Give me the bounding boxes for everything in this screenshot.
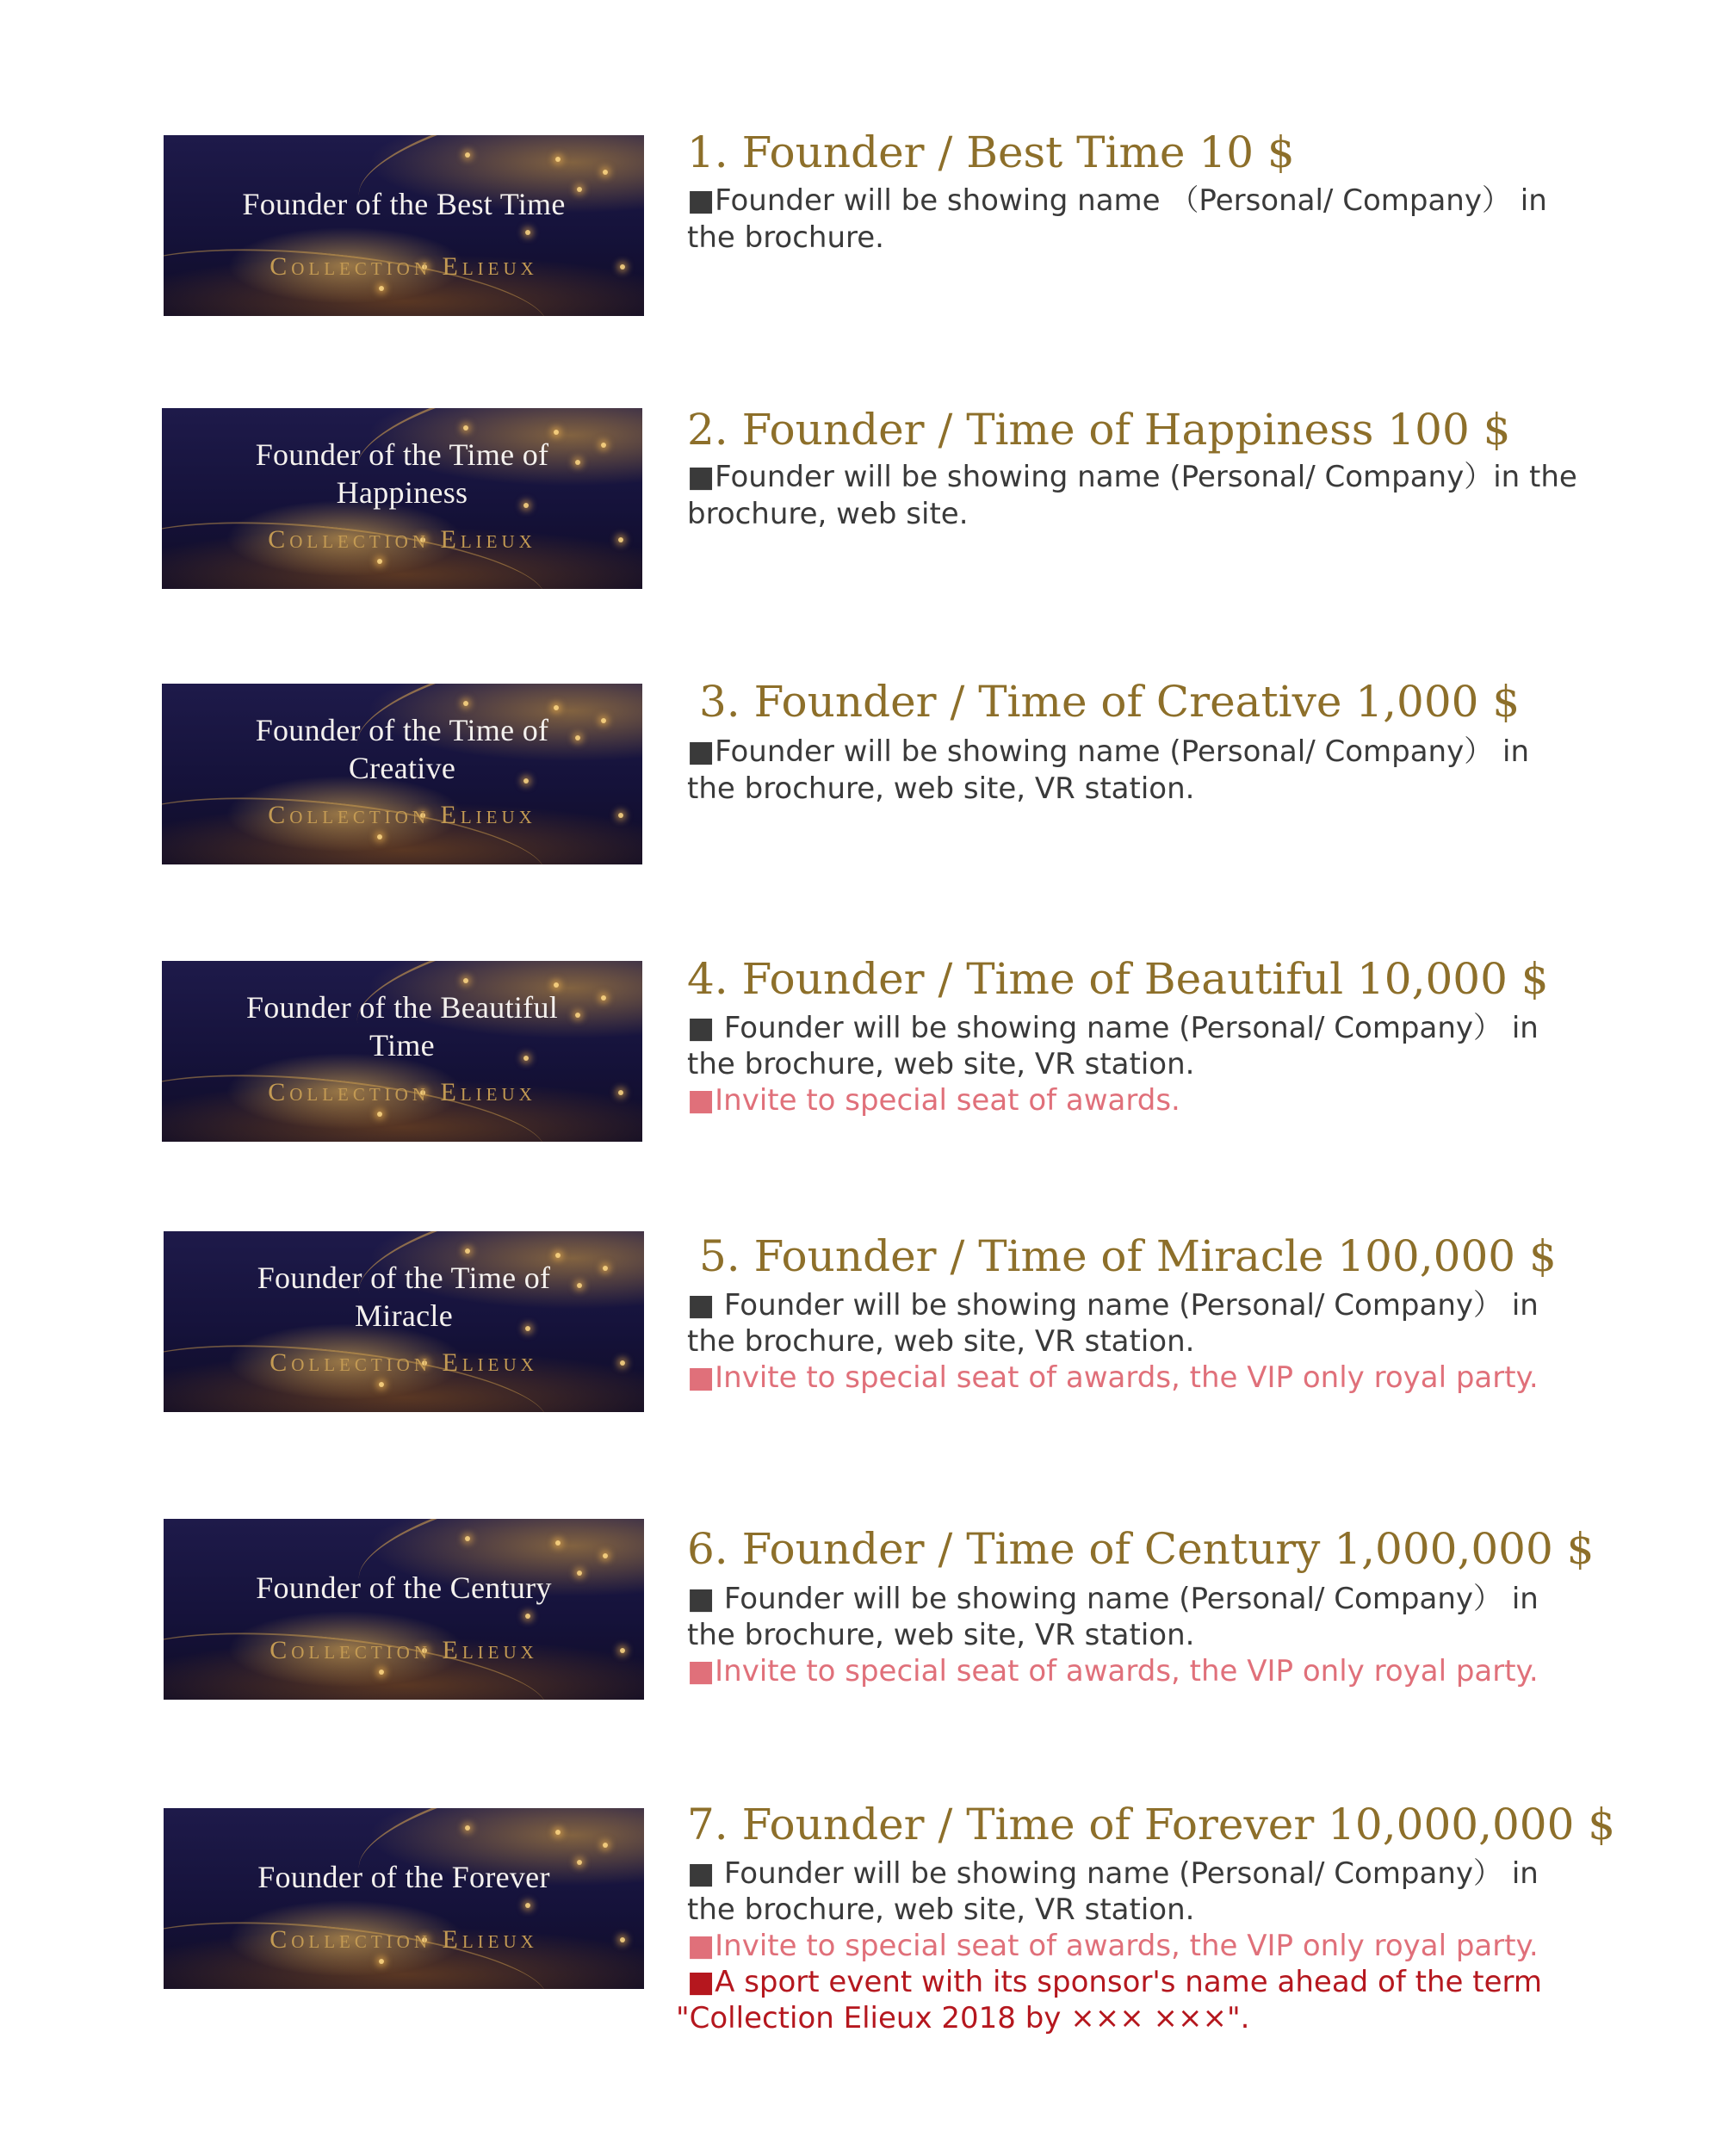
- benefit-description: brochure, web site.: [687, 497, 969, 531]
- sparkle-decoration: [554, 705, 559, 710]
- banner-title: Founder of the Time of: [255, 437, 549, 472]
- founder-banner-image: [162, 408, 642, 589]
- banner-brand-logo: Collection Elieux: [269, 1925, 538, 1954]
- sparkle-decoration: [465, 1536, 470, 1541]
- banner-title: Founder of the Best Time: [242, 187, 566, 221]
- banner-title: Miracle: [354, 1298, 454, 1333]
- benefit-description: the brochure.: [687, 220, 884, 255]
- benefit-description: ■Founder will be showing name (Personal/ Company） in: [687, 734, 1530, 769]
- benefit-highlight: ■A sport event with its sponsor's name ahead of the term: [687, 1965, 1542, 1999]
- banner-title: Founder of the Beautiful: [245, 990, 559, 1025]
- sparkle-decoration: [465, 152, 470, 158]
- tier-heading: 7. Founder / Time of Forever 10,000,000 $: [687, 1800, 1616, 1849]
- sparkle-decoration: [379, 1670, 384, 1675]
- benefit-highlight: ■Invite to special seat of awards, the VIP only royal party.: [687, 1360, 1539, 1395]
- sparkle-decoration: [465, 1248, 470, 1254]
- benefit-description: the brochure, web site, VR station.: [687, 1047, 1195, 1081]
- sparkle-decoration: [555, 1253, 561, 1258]
- sparkle-decoration: [555, 1540, 561, 1546]
- banner-brand-logo: Collection Elieux: [268, 801, 536, 829]
- sparkle-decoration: [377, 834, 382, 839]
- sparkle-decoration: [379, 286, 384, 291]
- tier-heading: 1. Founder / Best Time 10 $: [687, 127, 1295, 177]
- sparkle-decoration: [555, 157, 561, 162]
- founder-banner-image: [162, 684, 642, 864]
- benefit-description: ■ Founder will be showing name (Personal/ Company） in: [687, 1011, 1539, 1045]
- banner-brand-logo: Collection Elieux: [269, 1636, 538, 1664]
- banner-brand-logo: Collection Elieux: [268, 525, 536, 554]
- benefit-description: ■ Founder will be showing name (Personal/ Company） in: [687, 1582, 1539, 1616]
- sparkle-decoration: [377, 1112, 382, 1117]
- sparkle-decoration: [379, 1959, 384, 1964]
- sparkle-decoration: [465, 1825, 470, 1831]
- sparkle-decoration: [603, 170, 608, 175]
- banner-title: Time: [369, 1028, 435, 1063]
- sparkle-decoration: [554, 430, 559, 435]
- benefit-highlight: ■Invite to special seat of awards.: [687, 1083, 1180, 1118]
- sparkle-decoration: [377, 559, 382, 564]
- benefit-highlight: ■Invite to special seat of awards, the VIP only royal party.: [687, 1929, 1539, 1963]
- banner-title: Happiness: [336, 475, 468, 510]
- banner-brand-logo: Collection Elieux: [269, 252, 538, 281]
- sparkle-decoration: [555, 1830, 561, 1835]
- founder-banner-image: [164, 135, 644, 316]
- tier-heading: 4. Founder / Time of Beautiful 10,000 $: [687, 954, 1549, 1004]
- sparkle-decoration: [525, 230, 530, 235]
- benefit-highlight: "Collection Elieux 2018 by ××× ×××".: [676, 2001, 1250, 2035]
- benefit-description: ■Founder will be showing name (Personal/ Company）in the: [687, 460, 1577, 494]
- sparkle-decoration: [463, 978, 468, 983]
- benefit-description: ■ Founder will be showing name (Personal/ Company） in: [687, 1856, 1539, 1891]
- founder-banner-image: [164, 1519, 644, 1700]
- founder-banner-image: [164, 1808, 644, 1989]
- benefit-description: ■Founder will be showing name （Personal/ Company） in: [687, 183, 1547, 218]
- benefit-description: ■ Founder will be showing name (Personal/ Company） in: [687, 1288, 1539, 1323]
- sparkle-decoration: [554, 982, 559, 988]
- sparkle-decoration: [603, 1843, 608, 1848]
- founder-banner-image: [162, 961, 642, 1142]
- sparkle-decoration: [603, 1553, 608, 1558]
- banner-title: Founder of the Century: [256, 1571, 552, 1605]
- tier-heading: 2. Founder / Time of Happiness 100 $: [687, 405, 1511, 455]
- tier-heading: 3. Founder / Time of Creative 1,000 $: [699, 677, 1521, 727]
- sparkle-decoration: [379, 1382, 384, 1387]
- sparkle-decoration: [525, 1903, 530, 1908]
- banner-brand-logo: Collection Elieux: [269, 1348, 538, 1377]
- benefit-description: the brochure, web site, VR station.: [687, 1618, 1195, 1652]
- benefit-description: the brochure, web site, VR station.: [687, 771, 1195, 806]
- sparkle-decoration: [463, 701, 468, 706]
- benefit-description: the brochure, web site, VR station.: [687, 1893, 1195, 1927]
- banner-title: Founder of the Time of: [257, 1261, 551, 1295]
- tier-heading: 5. Founder / Time of Miracle 100,000 $: [699, 1231, 1557, 1281]
- benefit-description: the brochure, web site, VR station.: [687, 1324, 1195, 1359]
- banner-title: Founder of the Forever: [257, 1860, 550, 1894]
- founder-banner-image: [164, 1231, 644, 1412]
- sparkle-decoration: [525, 1614, 530, 1619]
- banner-title: Creative: [348, 751, 456, 785]
- banner-title: Founder of the Time of: [255, 713, 549, 747]
- banner-brand-logo: Collection Elieux: [268, 1078, 536, 1106]
- sparkle-decoration: [463, 425, 468, 431]
- benefit-highlight: ■Invite to special seat of awards, the VIP only royal party.: [687, 1654, 1539, 1688]
- tier-heading: 6. Founder / Time of Century 1,000,000 $: [687, 1524, 1595, 1574]
